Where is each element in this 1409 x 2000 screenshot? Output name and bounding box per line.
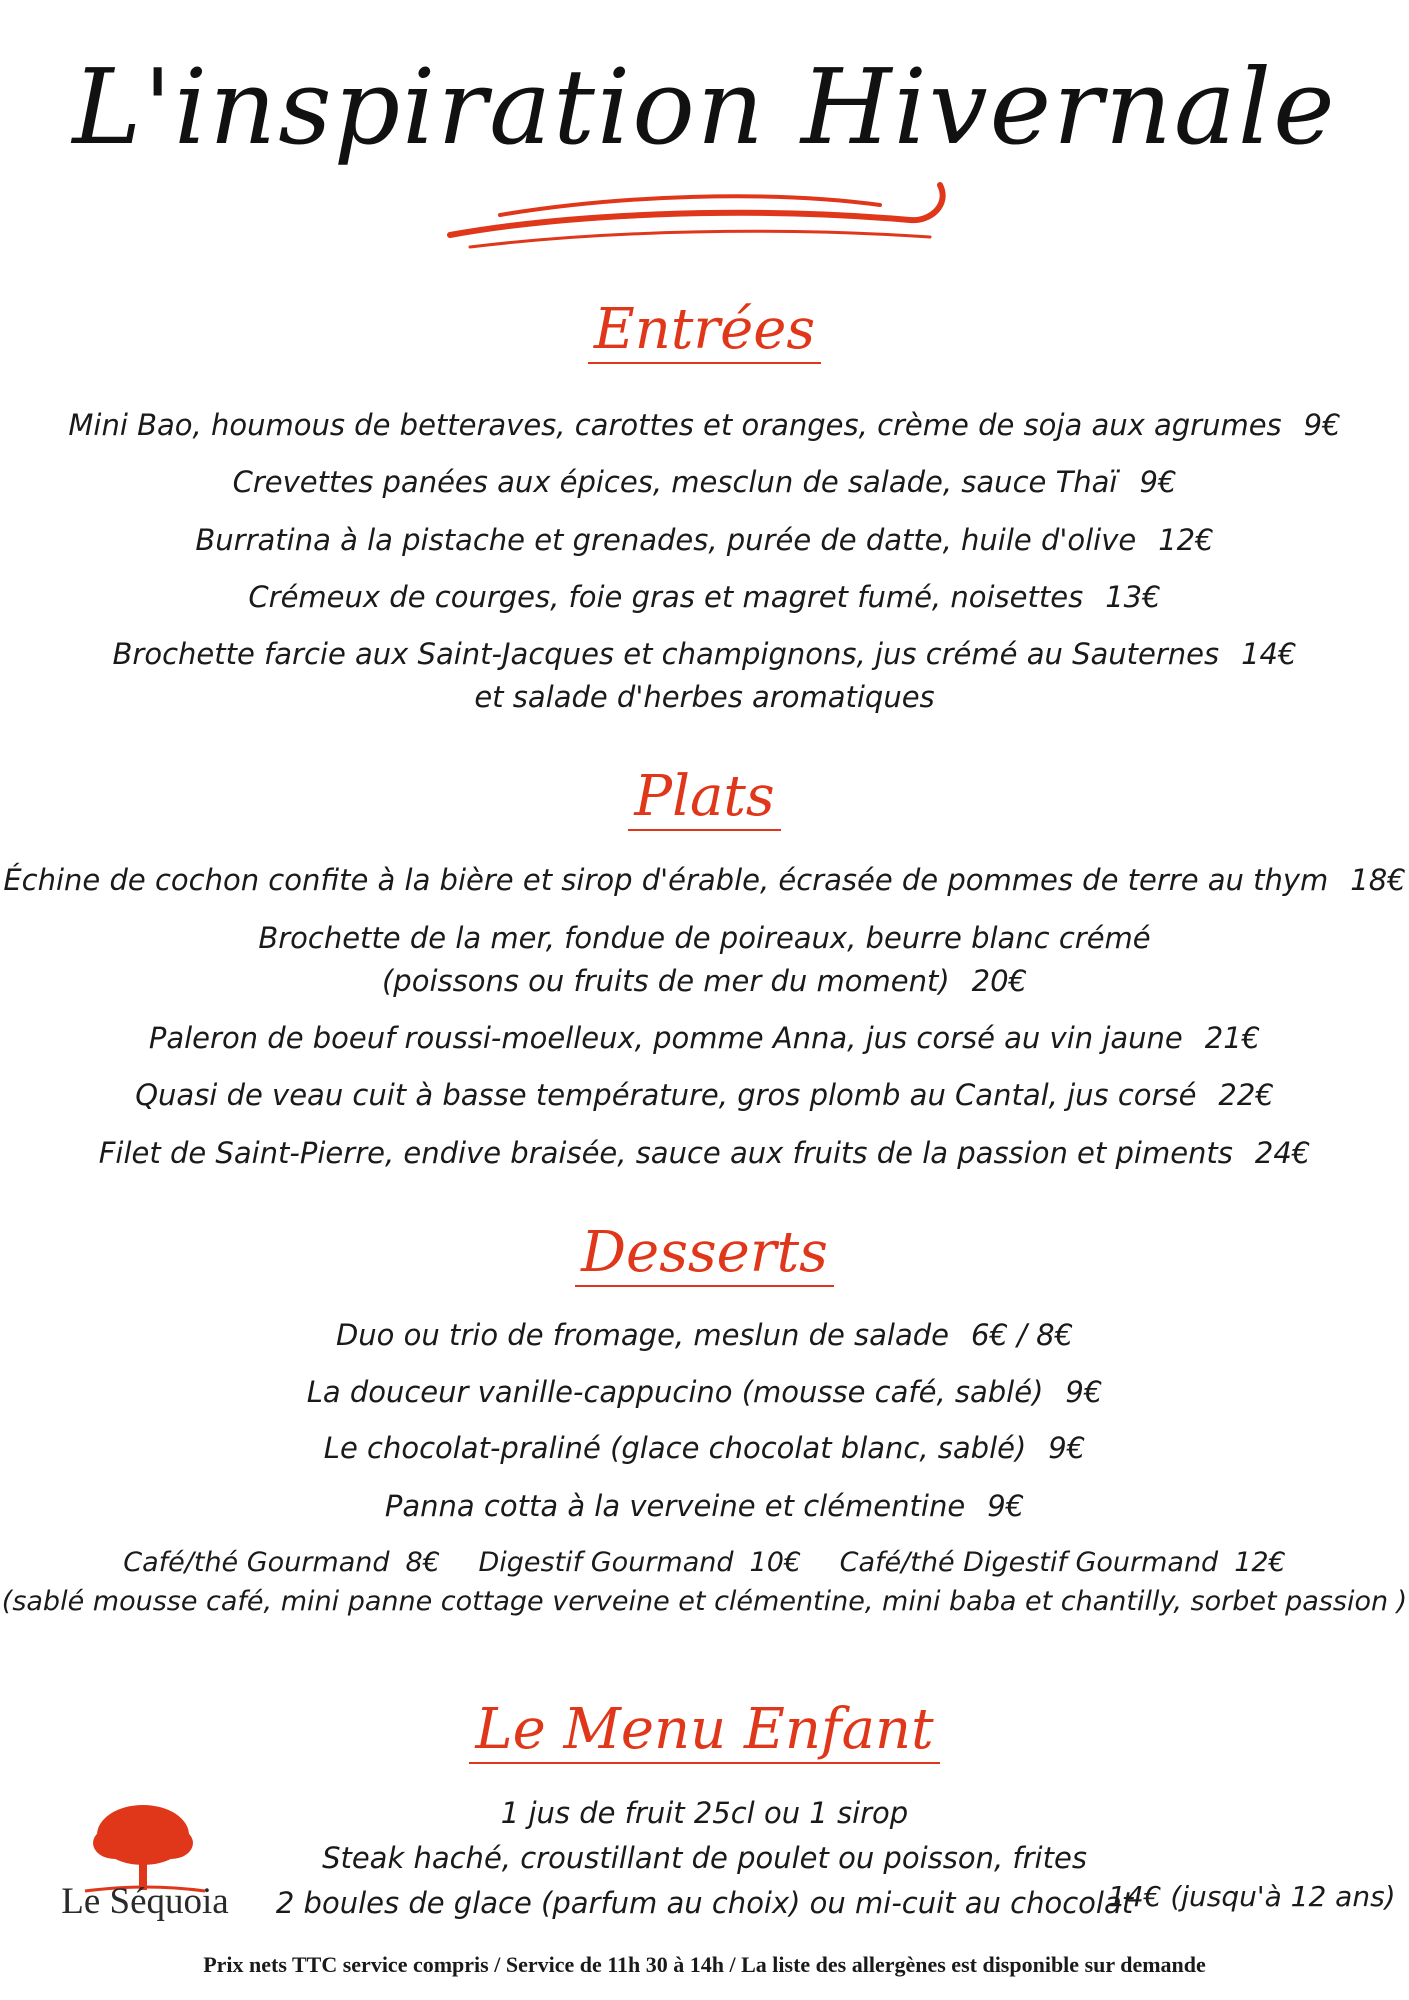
brand-name: Le Séquoia (61, 1881, 229, 1922)
section-title-plats: Plats (0, 762, 1409, 832)
menu-item: Panna cotta à la verveine et clémentine 9€ (384, 1489, 1025, 1523)
menu-item: Mini Bao, houmous de betteraves, carottes et oranges, crème de soja aux agrumes 9€ (68, 408, 1341, 442)
menu-item-continuation: et salade d'herbes aromatiques (474, 680, 935, 714)
enfant-line: 2 boules de glace (parfum au choix) ou mi-cuit au chocolat (275, 1886, 1134, 1920)
menu-item: Duo ou trio de fromage, meslun de salade 6€ / 8€ (335, 1318, 1074, 1352)
section-title-entrees: Entrées (0, 295, 1409, 365)
menu-item: Crémeux de courges, foie gras et magret fumé, noisettes 13€ (248, 580, 1161, 614)
menu-item: La douceur vanille-cappucino (mousse café, sablé) 9€ (306, 1375, 1103, 1409)
enfant-line: 1 jus de fruit 25cl ou 1 sirop (500, 1796, 909, 1830)
menu-item: Le chocolat-praliné (glace chocolat blanc, sablé) 9€ (323, 1431, 1086, 1465)
menu-item: Paleron de boeuf roussi-moelleux, pomme Anna, jus corsé au vin jaune 21€ (148, 1021, 1261, 1055)
section-title-menu-enfant: Le Menu Enfant (0, 1695, 1409, 1765)
menu-item-continuation: (poissons ou fruits de mer du moment) 20€ (381, 964, 1027, 998)
menu-item: Brochette de la mer, fondue de poireaux, beurre blanc crémé (258, 921, 1151, 955)
gourmand-options: Café/thé Gourmand 8€ Digestif Gourmand 10€ Café/thé Digestif Gourmand 12€ (123, 1547, 1286, 1578)
menu-item: Burratina à la pistache et grenades, purée de datte, huile d'olive 12€ (195, 523, 1214, 557)
enfant-price: 14€ (jusqu'à 12 ans) (1108, 1880, 1396, 1913)
section-title-desserts: Desserts (0, 1218, 1409, 1288)
gourmand-note: (sablé mousse café, mini panne cottage verveine et clémentine, mini baba et chantilly, sorbet passion ) (1, 1586, 1408, 1617)
menu-item: Échine de cochon confite à la bière et sirop d'érable, écrasée de pommes de terre au thym 18€ (3, 863, 1406, 897)
menu-item: Brochette farcie aux Saint-Jacques et champignons, jus crémé au Sauternes 14€ (112, 637, 1297, 671)
page-title: L'inspiration Hivernale (72, 46, 1337, 168)
menu-item: Filet de Saint-Pierre, endive braisée, sauce aux fruits de la passion et piments 24€ (98, 1136, 1311, 1170)
menu-item: Quasi de veau cuit à basse température, gros plomb au Cantal, jus corsé 22€ (135, 1078, 1274, 1112)
enfant-line: Steak haché, croustillant de poulet ou poisson, frites (322, 1841, 1087, 1875)
menu-item: Crevettes panées aux épices, mesclun de salade, sauce Thaï 9€ (232, 465, 1177, 499)
footer-note: Prix nets TTC service compris / Service de 11h 30 à 14h / La liste des allergènes est disponible sur demande (203, 1952, 1206, 1977)
decorative-swoosh (440, 165, 960, 255)
